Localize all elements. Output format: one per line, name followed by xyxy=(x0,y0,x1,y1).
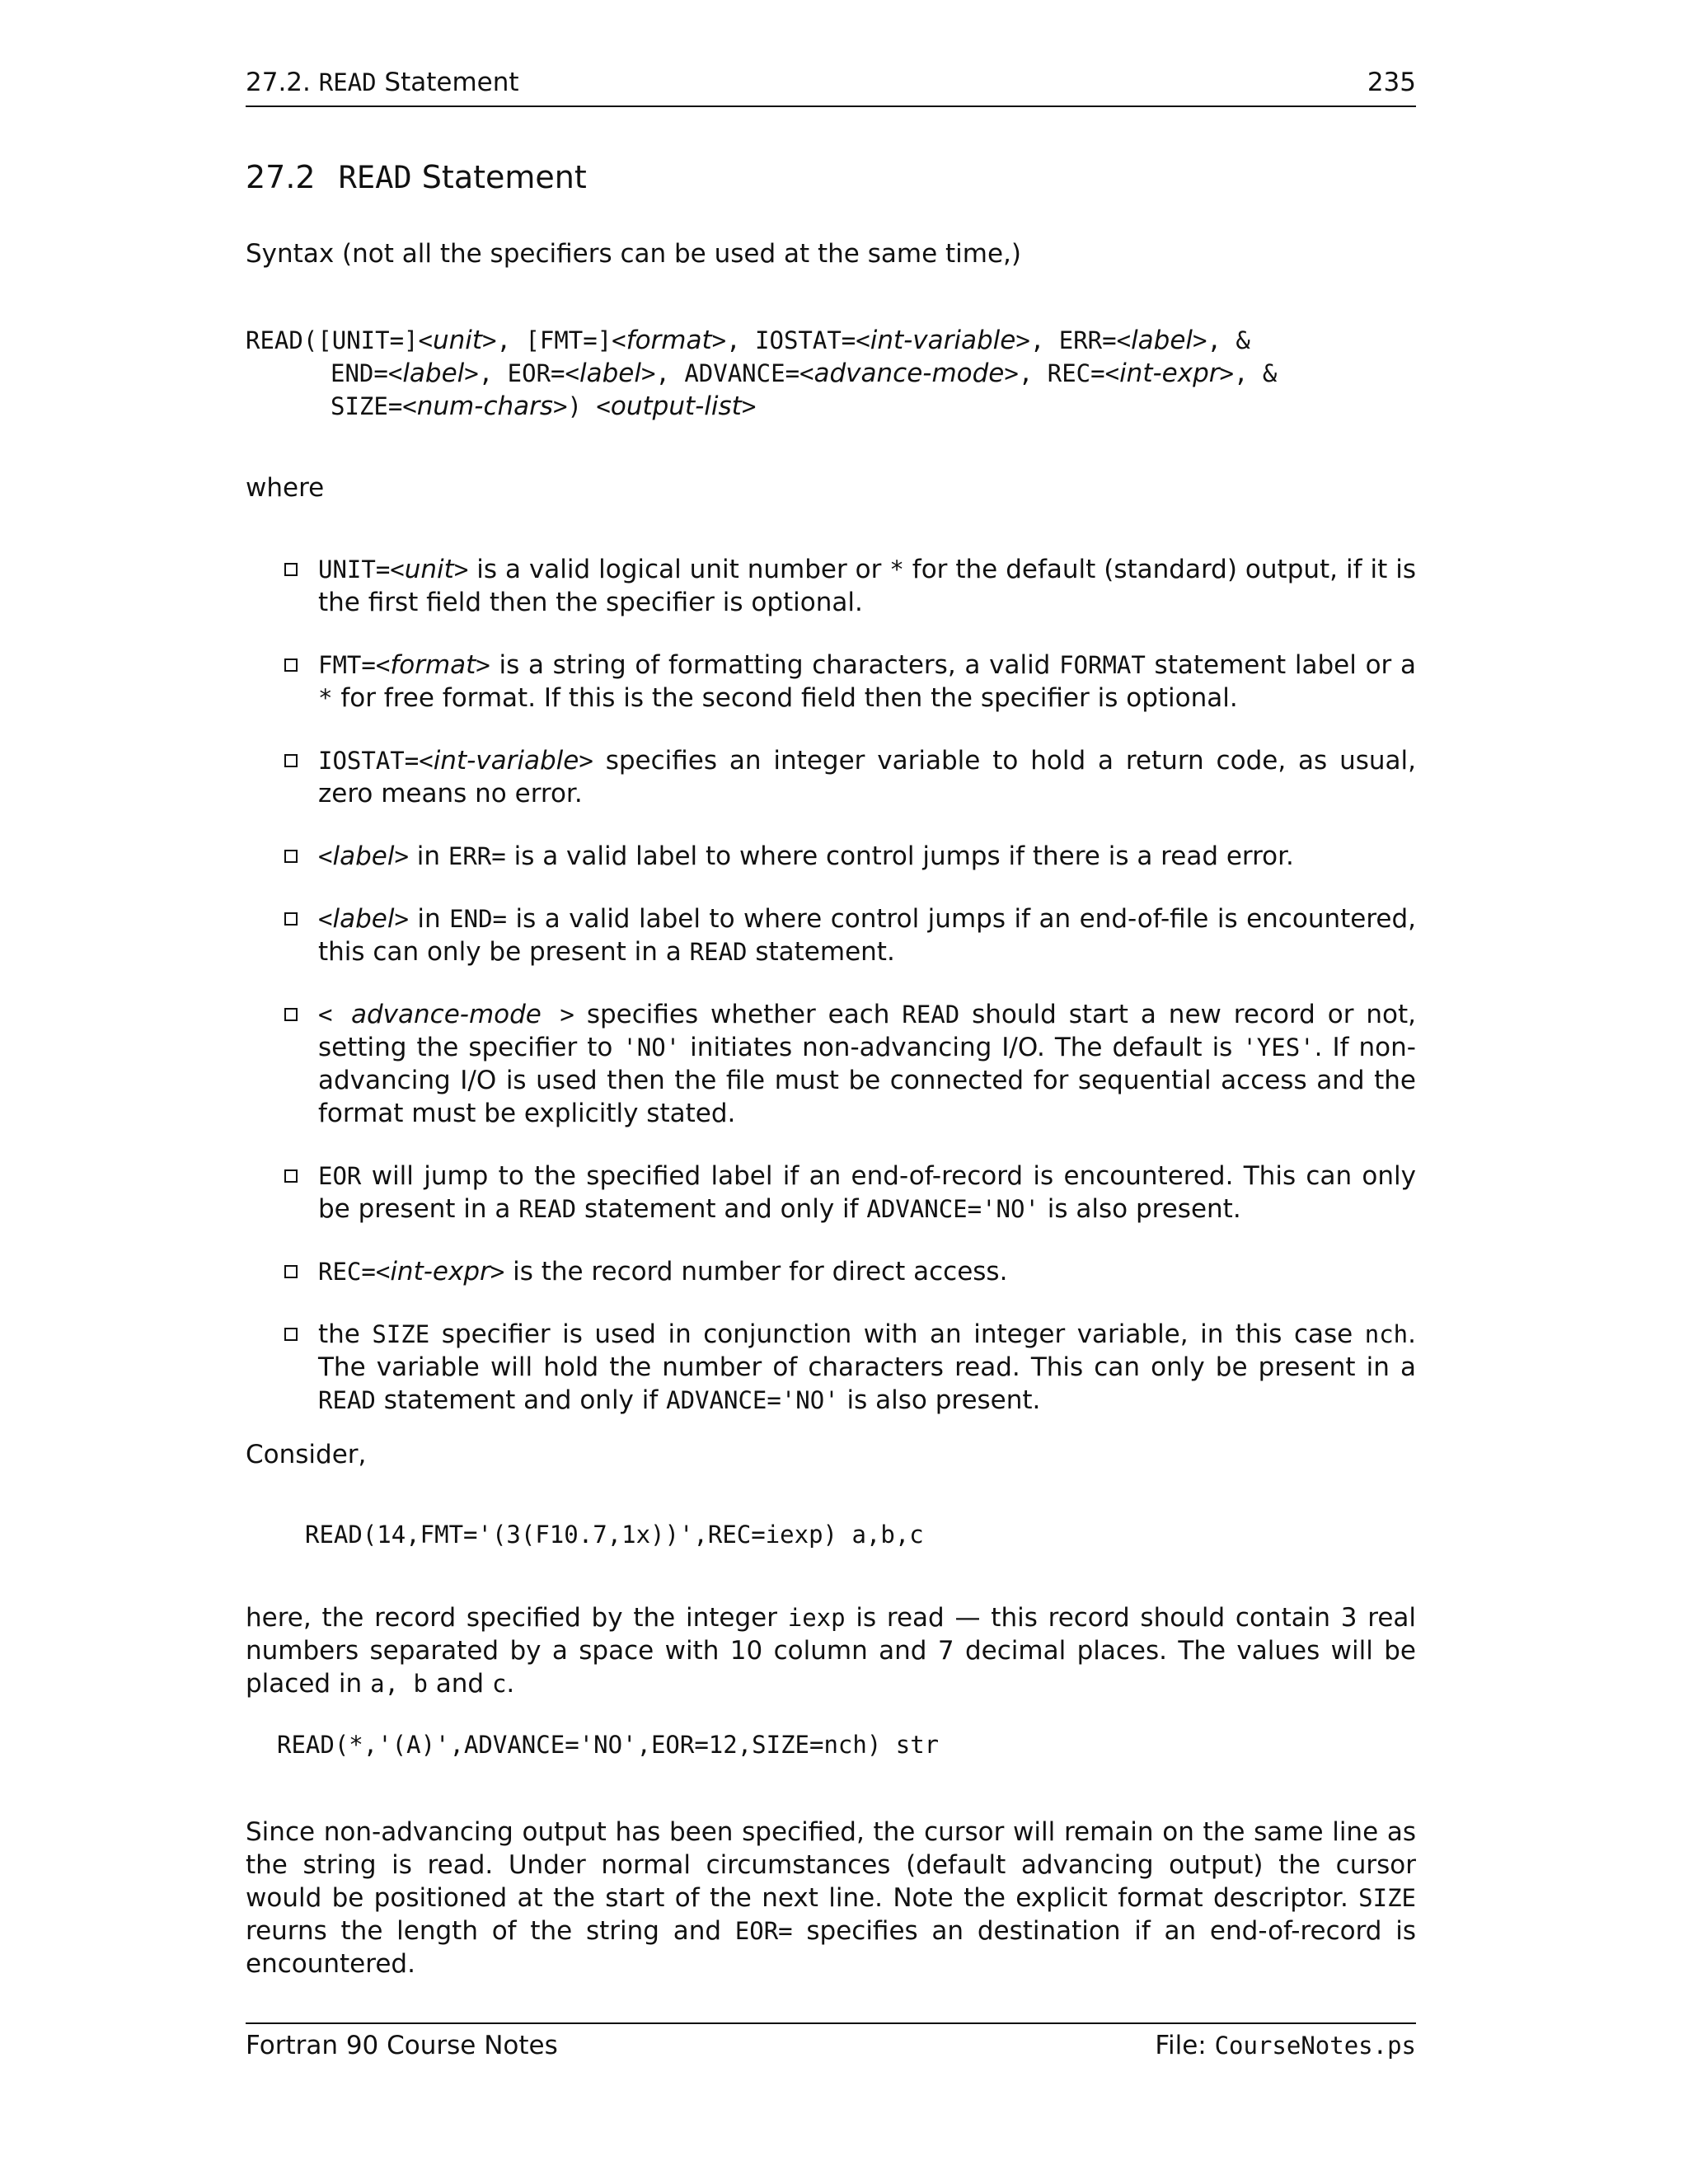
checkbox-bullet-icon xyxy=(284,1008,298,1021)
text-span: format xyxy=(390,650,476,680)
running-footer xyxy=(246,2022,1416,2062)
running-header xyxy=(246,68,1416,107)
where-label: where xyxy=(246,473,325,503)
text-span: < xyxy=(318,905,333,933)
list-item xyxy=(284,840,1416,873)
footer-title: Fortran 90 Course Notes xyxy=(246,2031,558,2060)
syntax-line-2 xyxy=(246,357,1277,390)
text-span: statement. xyxy=(747,937,895,967)
list-item xyxy=(284,1255,1416,1288)
text-span: format xyxy=(626,326,712,355)
checkbox-bullet-icon xyxy=(284,850,298,863)
text-span: Statement xyxy=(376,68,519,97)
text-span: in xyxy=(408,904,450,934)
text-span: >, ERR=< xyxy=(1015,326,1132,354)
list-item xyxy=(284,553,1416,619)
text-span: Statement xyxy=(411,159,587,195)
text-span: a, b xyxy=(370,1670,428,1698)
checkbox-bullet-icon xyxy=(284,658,298,672)
footer-file xyxy=(1155,2031,1416,2060)
text-span: should start a new record or not, setting the specifier to xyxy=(318,1000,1417,1062)
text-span: 'NO' xyxy=(622,1033,681,1062)
text-span: IOSTAT=< xyxy=(318,747,434,775)
list-item xyxy=(284,998,1416,1130)
text-span: > xyxy=(394,905,409,933)
text-span: int-expr xyxy=(1119,359,1220,388)
text-span: specifies an destination if an end-of-record is encountered. xyxy=(246,1916,1416,1979)
text-span: ERR= xyxy=(448,842,506,870)
text-span: READ xyxy=(689,938,748,966)
text-span: will jump to the specified label if an end-of-record is encountered. This can only be present in a xyxy=(318,1161,1416,1224)
text-span: READ([UNIT=]< xyxy=(246,326,433,354)
list-item xyxy=(284,1160,1416,1226)
text-span: END=< xyxy=(331,359,403,387)
consider-label: Consider, xyxy=(246,1440,367,1469)
text-span: < xyxy=(318,1001,351,1029)
text-span: . xyxy=(506,1669,515,1699)
text-span: is a valid logical unit number or xyxy=(468,555,890,584)
text-span: FORMAT xyxy=(1059,651,1146,679)
text-span: ADVANCE='NO' xyxy=(666,1386,839,1414)
text-span: < xyxy=(318,842,333,870)
text-span: >, REC=< xyxy=(1004,359,1120,387)
text-span: advance-mode xyxy=(351,1000,542,1029)
text-span: > xyxy=(394,842,409,870)
list-item xyxy=(284,649,1416,715)
code-example-1: READ(14,FMT='(3(F10.7,1x))',REC=iexp) a,b,c xyxy=(305,1521,924,1549)
list-item xyxy=(284,1318,1416,1417)
text-span: REC=< xyxy=(318,1258,391,1286)
text-span: specifies whether each xyxy=(574,1000,903,1029)
text-span: iexp xyxy=(787,1604,846,1632)
page-number: 235 xyxy=(1367,68,1416,97)
text-span: . The variable will hold the number of characters read. This can only be present in a xyxy=(318,1319,1416,1382)
text-span: label xyxy=(579,359,641,388)
text-span: >, & xyxy=(1193,326,1250,354)
text-span: initiates non-advancing I/O. The default is xyxy=(680,1033,1243,1062)
text-span: specifies an integer variable to hold a return code, as usual, zero means no error. xyxy=(318,746,1416,808)
text-span: for free format. If this is the second field then the specifier is optional. xyxy=(332,683,1238,713)
text-span: SIZE=< xyxy=(331,392,417,420)
list-item xyxy=(284,744,1416,810)
text-span: is a string of formatting characters, a valid xyxy=(490,650,1060,680)
text-span: advance-mode xyxy=(814,359,1005,388)
checkbox-bullet-icon xyxy=(284,754,298,767)
text-span: >, IOSTAT=< xyxy=(711,326,870,354)
text-span: is also present. xyxy=(838,1385,1041,1415)
text-span: > xyxy=(741,392,757,420)
text-span: in xyxy=(408,841,448,871)
syntax-block xyxy=(246,324,1277,423)
text-span: END= xyxy=(449,905,508,933)
text-span: READ xyxy=(318,68,377,96)
text-span: statement and only if xyxy=(375,1385,667,1415)
specifier-list xyxy=(284,553,1416,1446)
text-span: int-variable xyxy=(870,326,1016,355)
syntax-intro: Syntax (not all the specifiers can be used at the same time,) xyxy=(246,239,1021,269)
list-item xyxy=(284,902,1416,968)
text-span: >, EOR=< xyxy=(464,359,579,387)
text-span: 27.2. xyxy=(246,68,319,97)
checkbox-bullet-icon xyxy=(284,563,298,576)
text-span: is read — this record should contain 3 real numbers separated by a space with 10 column and 7 decimal places. The values will be placed in xyxy=(246,1603,1416,1699)
text-span: specifier is used in conjunction with an integer variable, in this case xyxy=(429,1319,1365,1349)
text-span: Since non-advancing output has been specified, the cursor will remain on the same line as the string is read. Under normal circumstances (default advancing output) the cursor would be positioned at the start of the next line. Note the explicit format descriptor. xyxy=(246,1817,1416,1913)
text-span: SIZE xyxy=(372,1320,430,1348)
text-span: > xyxy=(541,1001,574,1029)
text-span: is also present. xyxy=(1039,1194,1241,1224)
text-span: unit xyxy=(432,326,483,355)
text-span: num-chars xyxy=(416,391,554,421)
text-span: * xyxy=(889,555,904,583)
text-span: nch xyxy=(1364,1320,1409,1348)
code-example-2: READ(*,'(A)',ADVANCE='NO',EOR=12,SIZE=nch) str xyxy=(277,1731,940,1759)
text-span: label xyxy=(1131,326,1193,355)
text-span: output-list xyxy=(610,391,742,421)
checkbox-bullet-icon xyxy=(284,1169,298,1183)
text-span: READ xyxy=(318,1386,376,1414)
text-span: > xyxy=(476,651,490,679)
text-span: CourseNotes.ps xyxy=(1214,2032,1416,2060)
text-span: for the default (standard) output, if it is the first field then the specifier is optional. xyxy=(318,555,1416,617)
checkbox-bullet-icon xyxy=(284,1265,298,1278)
text-span: int-variable xyxy=(433,746,579,776)
text-span: unit xyxy=(404,555,454,584)
section-title xyxy=(246,159,587,195)
text-span: is a valid label to where control jumps if there is a read error. xyxy=(505,841,1294,871)
text-span: READ xyxy=(902,1001,960,1029)
text-span: statement label or a xyxy=(1145,650,1416,680)
text-span: > xyxy=(453,555,469,583)
text-span: READ xyxy=(518,1195,577,1223)
text-span: the xyxy=(318,1319,373,1349)
text-span: EOR= xyxy=(734,1917,793,1945)
text-span: label xyxy=(332,841,395,871)
header-section xyxy=(246,68,519,97)
text-span: FMT=< xyxy=(318,651,391,679)
text-span: >, ADVANCE=< xyxy=(640,359,814,387)
text-span: >, & xyxy=(1219,359,1278,387)
text-span: label xyxy=(402,359,465,388)
text-span: >) < xyxy=(553,392,611,420)
text-span: UNIT=< xyxy=(318,555,405,583)
explanation-1 xyxy=(246,1601,1416,1700)
text-span: statement and only if xyxy=(576,1194,867,1224)
text-span: 27.2 xyxy=(246,159,316,195)
text-span: . If non-advancing I/O is used then the file must be connected for sequential access and the format must be explicitly stated. xyxy=(318,1033,1416,1128)
explanation-2 xyxy=(246,1816,1416,1980)
text-span: here, the record specified by the integer xyxy=(246,1603,788,1633)
text-span: * xyxy=(318,684,333,712)
checkbox-bullet-icon xyxy=(284,912,298,926)
text-span: EOR xyxy=(318,1162,362,1190)
text-span: reurns the length of the string and xyxy=(246,1916,735,1946)
checkbox-bullet-icon xyxy=(284,1328,298,1341)
text-span: is the record number for direct access. xyxy=(504,1257,1008,1286)
text-span: is a valid label to where control jumps if an end-of-file is encountered, this can only be present in a xyxy=(318,904,1417,967)
text-span: ADVANCE='NO' xyxy=(866,1195,1039,1223)
text-span: File: xyxy=(1155,2031,1215,2060)
text-span: > xyxy=(490,1258,505,1286)
text-span: int-expr xyxy=(390,1257,490,1286)
text-span: >, [FMT=]< xyxy=(482,326,626,354)
text-span: SIZE xyxy=(1358,1884,1416,1912)
text-span: 'YES' xyxy=(1242,1033,1315,1062)
syntax-line-3 xyxy=(246,390,1277,423)
text-span: > xyxy=(579,747,593,775)
text-span: c xyxy=(491,1670,507,1698)
text-span: and xyxy=(427,1669,492,1699)
syntax-line-1 xyxy=(246,324,1277,357)
text-span: label xyxy=(332,904,395,934)
text-span: READ xyxy=(338,160,412,195)
